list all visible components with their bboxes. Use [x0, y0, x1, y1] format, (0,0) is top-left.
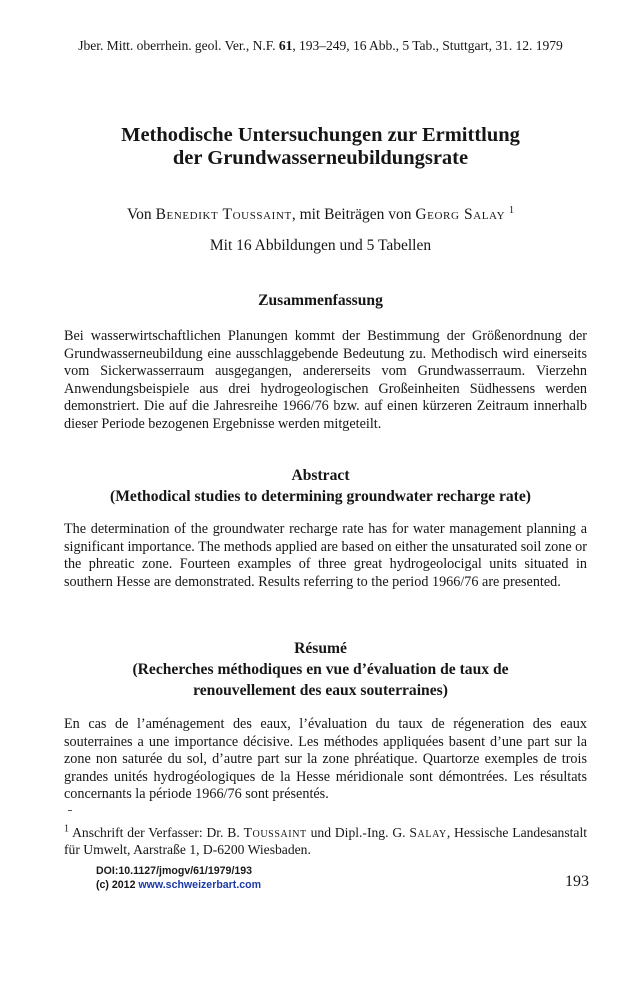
journal-suffix: , 193–249, 16 Abb., 5 Tab., Stuttgart, 31. 12. 1979 [292, 38, 563, 53]
footnote-divider [68, 810, 72, 811]
journal-prefix: Jber. Mitt. oberrhein. geol. Ver., N.F. [78, 38, 279, 53]
publisher-link[interactable]: www.schweizerbart.com [138, 879, 262, 891]
footnote-marker: 1 [509, 204, 515, 216]
abstract-title: Abstract [291, 467, 350, 484]
resume-heading [40, 638, 601, 701]
zusammenfassung-heading: Zusammenfassung [258, 292, 383, 309]
resume-subtitle-line-2: renouvellement des eaux souterraines) [193, 682, 448, 699]
figures-tables-note: Mit 16 Abbildungen und 5 Tabellen [209, 237, 432, 254]
resume-text: En cas de l’aménagement des eaux, l’évaluation du taux de régeneration des eaux souterraines a une importance décisive. Les méthodes appliquées basent d’une part sur la zone non saturée du sol, d’autre part sur la zone phréatique. Quartorze exemples de trois grandes unités hydrogéologiques de la Hesse méridionale sont démontrées. Les résultats concernants la période 1966/76 sont présentés. [64, 716, 587, 803]
abstract-text: The determination of the groundwater recharge rate has for water management planning a significant importance. The methods applied are based on either the unsaturated soil zone or the phreatic zone. Fourteen examples of three great hydrogeolocigal units situated in southern Hesse are demonstrated. Results referring to the period 1966/76 are presented. [64, 521, 587, 590]
zusammenfassung-text: Bei wasserwirtschaftlichen Planungen kommt der Bestimmung der Größenordnung der Grundwasserneubildung eine ausschlaggebende Bedeutung zu. Methodisch wird einerseits vom Sickerwasserraum ausgegangen, andererseits vom Grundwasserraum. Vierzehn Anwendungsbeispiele aus drei hydrogeologischen Großeinheiten Südhessens werden demonstriert. Die auf die Jahresreihe 1966/76 bzw. auf einen kürzeren Zeitraum innerhalb dieser Periode bezogenen Ergebnisse werden mitgeteilt. [64, 328, 587, 432]
footnote-text-before: Anschrift der Verfasser: Dr. B. [69, 825, 244, 840]
paper-title-line-2: der Grundwasserneubildungsrate [172, 147, 469, 169]
journal-citation-header [30, 38, 611, 54]
copyright-line [96, 879, 261, 892]
footnote-text-after: , Hessische Landesanstalt für Umwelt, Aarstraße 1, D-6200 Wiesbaden. [64, 825, 588, 858]
resume-title: Résumé [294, 640, 347, 657]
footnote-name-2: Salay [409, 825, 447, 840]
copyright-prefix: (c) 2012 [96, 879, 139, 891]
coauthor-name: Georg Salay [415, 206, 506, 223]
resume-subtitle-line-1: (Recherches méthodiques en vue d’évaluation de taux de [132, 661, 509, 678]
footnote-address [64, 824, 587, 859]
paper-title [60, 124, 581, 170]
abstract-subtitle: (Methodical studies to determining groundwater recharge rate) [110, 488, 531, 505]
byline-prefix: Von [126, 206, 156, 223]
journal-volume: 61 [278, 38, 293, 53]
doi-label: DOI:10.1127/jmogv/61/1979/193 [96, 865, 253, 877]
author-byline [40, 206, 601, 224]
page-number: 193 [565, 873, 589, 890]
abstract-heading [40, 465, 601, 507]
paper-title-line-1: Methodische Untersuchungen zur Ermittlung [121, 124, 520, 146]
footnote-text-middle: und Dipl.-Ing. G. [306, 825, 410, 840]
byline-middle: , mit Beiträgen von [291, 206, 416, 223]
author-name: Benedikt Toussaint [155, 206, 292, 223]
footnote-mark: 1 [64, 823, 69, 835]
footnote-name-1: Toussaint [243, 825, 307, 840]
